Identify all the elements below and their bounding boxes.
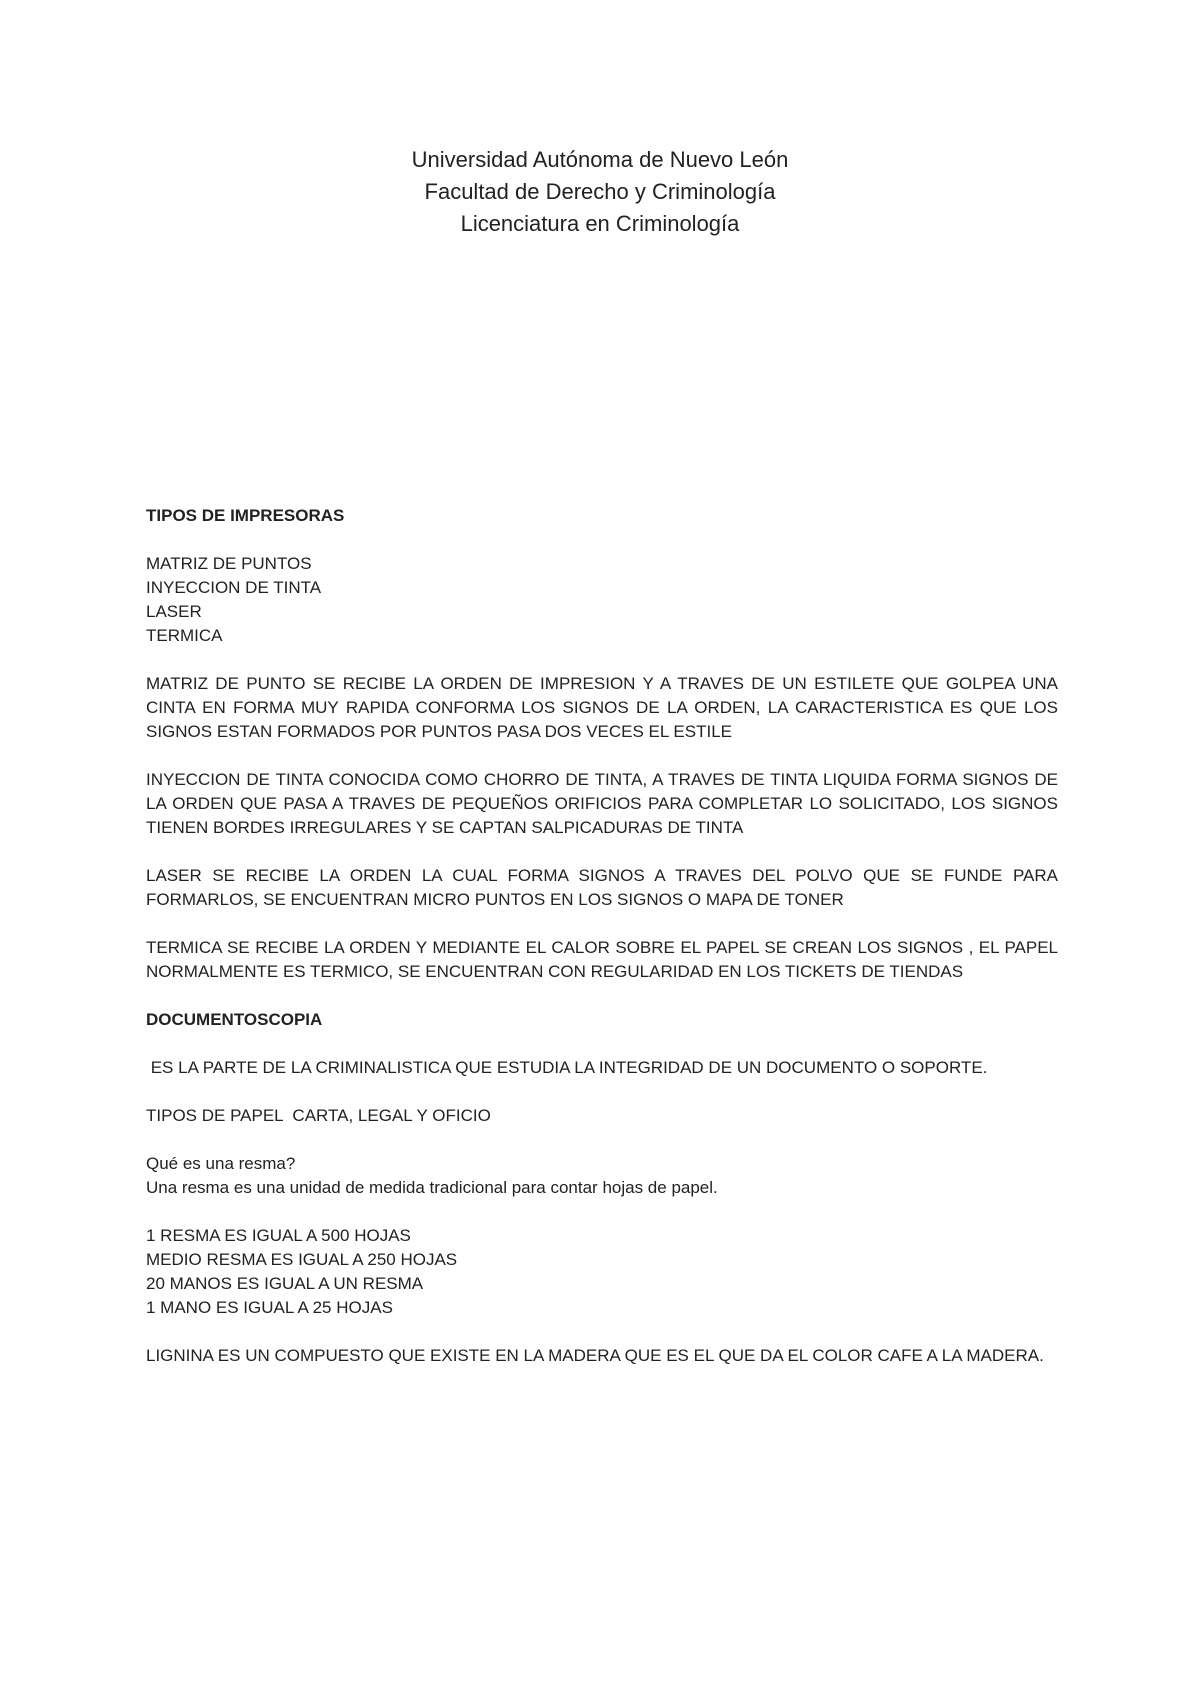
resma-section [146, 1152, 1058, 1200]
printers-heading: TIPOS DE IMPRESORAS [146, 506, 345, 525]
list-item: 20 MANOS ES IGUAL A UN RESMA [146, 1274, 424, 1293]
measures-list [146, 1224, 1058, 1320]
document-body [146, 504, 1058, 1368]
laser-paragraph: LASER SE RECIBE LA ORDEN LA CUAL FORMA SIGNOS A TRAVES DEL POLVO QUE SE FUNDE PARA FORMARLOS, SE ENCUENTRAN MICRO PUNTOS EN LOS SIGNOS O MAPA DE TONER [146, 866, 1058, 909]
paper-types: TIPOS DE PAPEL CARTA, LEGAL Y OFICIO [146, 1106, 491, 1125]
degree-name: Licenciatura en Criminología [460, 211, 740, 236]
list-item: INYECCION DE TINTA [146, 578, 322, 597]
list-item: MATRIZ DE PUNTOS [146, 554, 312, 573]
inkjet-paragraph: INYECCION DE TINTA CONOCIDA COMO CHORRO DE TINTA, A TRAVES DE TINTA LIQUIDA FORMA SIGNOS DE LA ORDEN QUE PASA A TRAVES DE PEQUEÑOS ORIFICIOS PARA COMPLETAR LO SOLICITADO, LOS SIGNOS TIENEN BORDES IRREGULARES Y SE CAPTAN SALPICADURAS DE TINTA [146, 770, 1058, 837]
printers-list [146, 552, 1058, 648]
thermal-paragraph: TERMICA SE RECIBE LA ORDEN Y MEDIANTE EL CALOR SOBRE EL PAPEL SE CREAN LOS SIGNOS , EL PAPEL NORMALMENTE ES TERMICO, SE ENCUENTRAN CON REGULARIDAD EN LOS TICKETS DE TIENDAS [146, 938, 1058, 981]
list-item: 1 RESMA ES IGUAL A 500 HOJAS [146, 1226, 411, 1245]
faculty-name: Facultad de Derecho y Criminología [424, 179, 776, 204]
resma-answer: Una resma es una unidad de medida tradicional para contar hojas de papel. [146, 1178, 718, 1197]
documentoscopia-definition: ES LA PARTE DE LA CRIMINALISTICA QUE ESTUDIA LA INTEGRIDAD DE UN DOCUMENTO O SOPORTE. [146, 1058, 988, 1077]
documentoscopia-heading: DOCUMENTOSCOPIA [146, 1010, 323, 1029]
list-item: MEDIO RESMA ES IGUAL A 250 HOJAS [146, 1250, 458, 1269]
lignina-paragraph: LIGNINA ES UN COMPUESTO QUE EXISTE EN LA MADERA QUE ES EL QUE DA EL COLOR CAFE A LA MADERA. [146, 1346, 1044, 1365]
resma-question: Qué es una resma? [146, 1154, 296, 1173]
matrix-paragraph: MATRIZ DE PUNTO SE RECIBE LA ORDEN DE IMPRESION Y A TRAVES DE UN ESTILETE QUE GOLPEA UNA CINTA EN FORMA MUY RAPIDA CONFORMA LOS SIGNOS DE LA ORDEN, LA CARACTERISTICA ES QUE LOS SIGNOS ESTAN FORMADOS POR PUNTOS PASA DOS VECES EL ESTILE [146, 674, 1058, 741]
university-name: Universidad Autónoma de Nuevo León [411, 147, 789, 172]
list-item: 1 MANO ES IGUAL A 25 HOJAS [146, 1298, 393, 1317]
list-item: TERMICA [146, 626, 223, 645]
list-item: LASER [146, 602, 202, 621]
document-header [0, 144, 1200, 240]
